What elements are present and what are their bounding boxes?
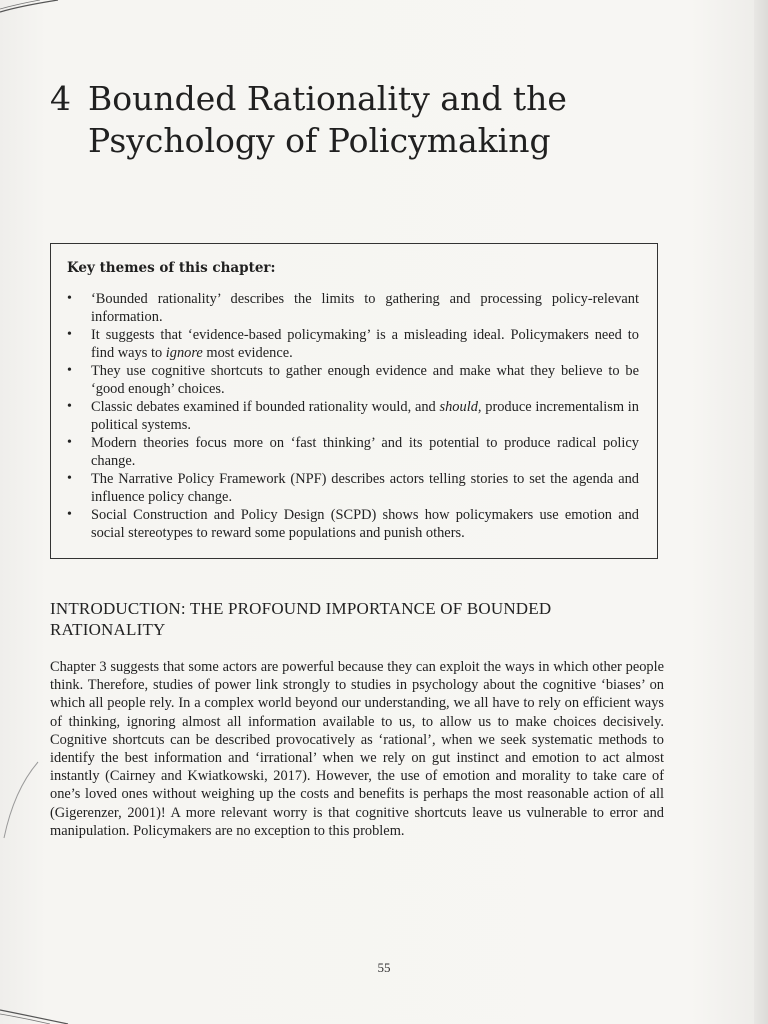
key-theme-item: • Modern theories focus more on ‘fast thinking’ and its potential to produce radical policy change. xyxy=(65,434,639,470)
chapter-title xyxy=(50,78,690,162)
key-theme-item: • Classic debates examined if bounded rationality would, and should, produce incrementalism in political systems. xyxy=(65,398,639,434)
key-theme-item: • Social Construction and Policy Design (SCPD) shows how policymakers use emotion and social stereotypes to reward some populations and punish others. xyxy=(65,506,639,542)
key-theme-item: • It suggests that ‘evidence-based policymaking’ is a misleading ideal. Policymakers need to find ways to ignore most evidence. xyxy=(65,326,639,362)
body-paragraph: Chapter 3 suggests that some actors are powerful because they can exploit the ways in which other people think. Therefore, studies of power link strongly to studies in psychology about the cognitive ‘biases’ on which all people rely. In a complex world beyond our understanding, we all have to rely on efficient ways of thinking, ignoring almost all information available to us, to allow us to make choices decisively. Cognitive shortcuts can be described provocatively as ‘rational’, when we seek systematic methods to identify the best information and ‘irrational’ when we rely on gut instinct and emotion to act almost instantly (Cairney and Kwiatkowski, 2017). However, the use of emotion and morality to take care of one’s loved ones without weighing up the costs and benefits is perhaps the most reasonable action of all (Gigerenzer, 2001)! A more relevant worry is that cognitive shortcuts leave us vulnerable to error and manipulation. Policymakers are no exception to this problem. xyxy=(50,659,664,839)
margin-pencil-mark xyxy=(0,760,40,840)
key-theme-item: • ‘Bounded rationality’ describes the limits to gathering and processing policy-relevant information. xyxy=(65,290,639,326)
page-corner-mark-top xyxy=(0,0,60,14)
key-themes-list xyxy=(65,290,639,542)
page-edge-shadow xyxy=(754,0,768,1024)
key-theme-item: • They use cognitive shortcuts to gather enough evidence and make what they believe to be ‘good enough’ choices. xyxy=(65,362,639,398)
key-themes-heading: Key themes of this chapter: xyxy=(67,260,276,276)
page-number: 55 xyxy=(377,960,391,975)
page-corner-mark-bottom xyxy=(0,1006,70,1024)
chapter-title-line-2: Psychology of Policymaking xyxy=(88,121,551,160)
key-themes-box xyxy=(50,243,658,559)
key-theme-item: • The Narrative Policy Framework (NPF) describes actors telling stories to set the agenda and influence policy change. xyxy=(65,470,639,506)
chapter-title-line-1: Bounded Rationality and the xyxy=(88,79,567,118)
section-heading: INTRODUCTION: THE PROFOUND IMPORTANCE OF BOUNDED RATIONALITY xyxy=(50,599,552,639)
chapter-number: 4 xyxy=(50,79,71,118)
